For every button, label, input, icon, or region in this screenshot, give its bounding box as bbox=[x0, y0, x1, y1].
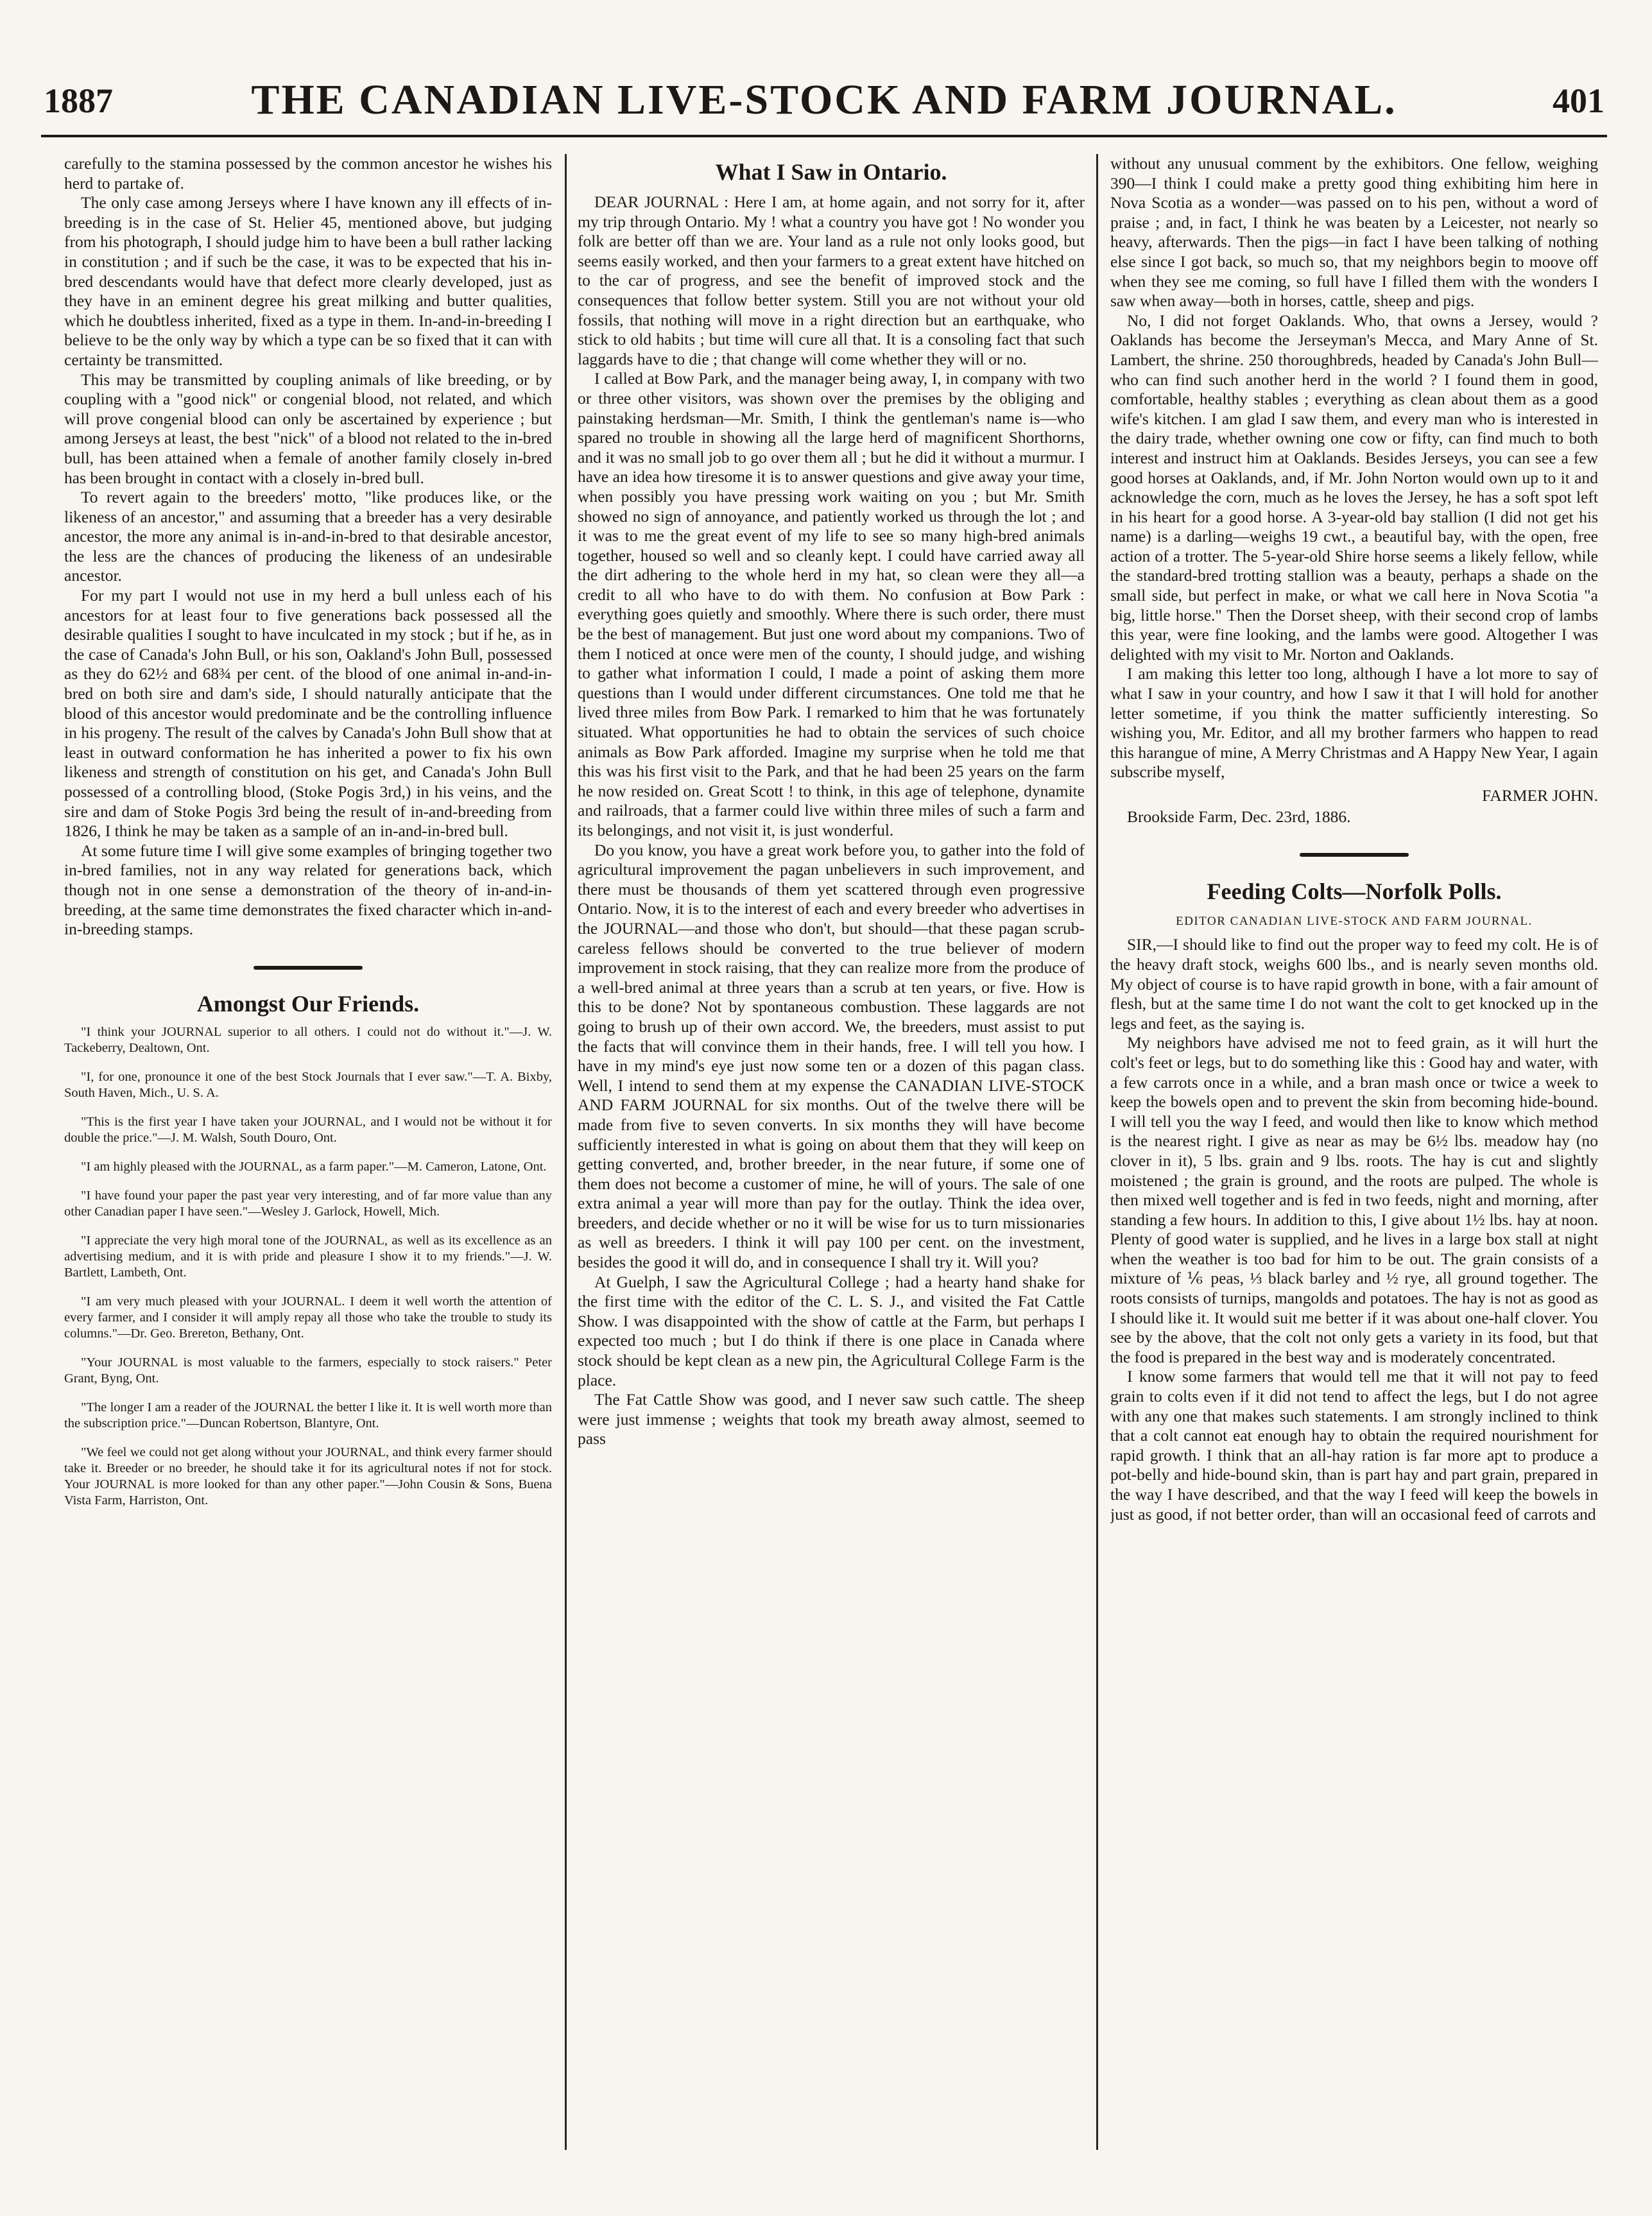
body-paragraph: For my part I would not use in my herd a bull unless each of his ancestors for at least four to five generations back possessed all the desirable qualities I sought to have inculcated in my stock ; but if he, as in the case of Canada's John Bull, or his son, Oakland's John Bull, possessed as they do 62½ and 68¾ per cent. of the blood of one animal in-and-in-bred on both sire and dam's side, I should naturally anticipate that the blood of this ancestor would predominate and be the controlling influence in his progeny. The result of the calves by Canada's John Bull show that at least in outward conformation he has inherited a power to fix his own likeness and strength of constitution on his get, and Canada's John Bull possessed of a controlling blood, (Stoke Pogis 3rd,) in his veins, and the sire and dam of Stoke Pogis 3rd being the result of in-and-breeding from 1826, I think he may be taken as a sample of an in-and-in-bred bull. bbox=[64, 586, 552, 841]
article-heading-ontario: What I Saw in Ontario. bbox=[715, 159, 947, 185]
column-right bbox=[1110, 154, 1598, 2150]
body-paragraph: The Fat Cattle Show was good, and I never saw such cattle. The sheep were just immense ; weights that took my breath away almost, seemed to pass bbox=[578, 1390, 1085, 1448]
page-number: 401 bbox=[1553, 82, 1605, 120]
body-paragraph: Do you know, you have a great work before you, to gather into the fold of agricultural improvement the pagan unbelievers in such improvement, and there must be thousands of them yet scattered through even progressive Ontario. Now, it is to the interest of each and every breeder who advertises in the JOURNAL—and those who don't, but should—that these pagan scrub-careless fellows should be converted to the true believer of modern improvement in stock raising, that they can realize more from the produce of a well-bred animal at three years than a scrub at ten years, or five. How is this to be done? Not by spontaneous combustion. These laggards are not going to brush up of their own accord. We, the breeders, must assist to put the facts that will convince them in their hands, free. I will tell you how. I have in my mind's eye just now some ten or a dozen of this pagan class. Well, I intend to send them at my expense the CANADIAN LIVE-STOCK AND FARM JOURNAL for six months. Out of the twelve there will be made from five to seven converts. In six months they will have become sufficiently interested in what is going on about them that they will keep on getting converted, and, brother breeder, in the near future, if some one of them does not become a customer of mine, he will of yours. The sale of one extra animal a year will more than pay for the outlay. Think the idea over, breeders, and decide whether or no it will be wise for us to turn missionaries as well as breeders. I think it will pay 100 per cent. on the investment, besides the good it will do, and in consequence I shall try it. Will you? bbox=[578, 840, 1085, 1272]
body-paragraph: carefully to the stamina possessed by the common ancestor he wishes his herd to partake of. bbox=[64, 154, 552, 193]
article-heading-feeding-colts: Feeding Colts—Norfolk Polls. bbox=[1207, 878, 1502, 904]
body-paragraph: To revert again to the breeders' motto, "like produces like, or the likeness of an ancestor," and assuming that a breeder has a very desirable ancestor, the more any animal is in-and-in-bred to that desirable ancestor, the less are the chances of producing the likeness of an undesirable ancestor. bbox=[64, 488, 552, 585]
letter-dateline: Brookside Farm, Dec. 23rd, 1886. bbox=[1127, 807, 1351, 826]
page-header bbox=[41, 76, 1607, 137]
friends-heading: Amongst Our Friends. bbox=[196, 991, 420, 1017]
column-middle bbox=[578, 154, 1085, 2150]
column-rule-right bbox=[1096, 154, 1098, 2150]
testimonial: "I have found your paper the past year very interesting, and of far more value than any other Canadian paper I have seen."—Wesley J. Garlock, Howell, Mich. bbox=[64, 1189, 552, 1219]
section-divider bbox=[1110, 842, 1598, 862]
testimonial: "The longer I am a reader of the JOURNAL the better I like it. It is well worth more than the subscription price."—Duncan Robertson, Blantyre, Ont. bbox=[64, 1400, 552, 1431]
body-paragraph: No, I did not forget Oaklands. Who, that owns a Jersey, would ? Oaklands has become the Jerseyman's Mecca, and Mary Anne of St. Lambert, the shrine. 250 thoroughbreds, headed by Canada's John Bull—who can find such another herd in the world ? I found them in good, comfortable, healthy stables ; everything as clean about them as a good wife's kitchen. I am glad I saw them, and every man who is interested in the dairy trade, whether owning one cow or fifty, can find much to both interest and instruct him at Oaklands. Besides Jerseys, you can see a few good horses at Oaklands, and, if Mr. John Norton would own up to it and acknowledge the corn, much as he loves the Jersey, he has a soft spot left in his heart for a good horse. A 3-year-old bay stallion (I did not get his name) is a darling—weighs 19 cwt., a beautiful bay, with the open, free action of a trotter. The 5-year-old Shire horse seems a likely fellow, while the standard-bred trotting stallion was a beauty, perhaps a shade on the small side, but perfect in make, or what we call here in Nova Scotia "a big, little horse." Then the Dorset sheep, with their second crop of lambs this year, were fine looking, and the lambs were good. Altogether I was delighted with my visit to Mr. Norton and Oaklands. bbox=[1110, 311, 1598, 664]
testimonial: "Your JOURNAL is most valuable to the farmers, especially to stock raisers." Peter Grant, Byng, Ont. bbox=[64, 1355, 552, 1386]
body-paragraph: I am making this letter too long, although I have a lot more to say of what I saw in your country, and how I saw it that I will hold for another letter sometime, if you think the matter sufficiently interesting. So wishing you, Mr. Editor, and all my brother farmers who happen to read this harangue of mine, A Merry Christmas and A Happy New Year, I again subscribe myself, bbox=[1110, 664, 1598, 782]
body-paragraph: At Guelph, I saw the Agricultural College ; had a hearty hand shake for the first time with the editor of the C. L. S. J., and visited the Fat Cattle Show. I was disappointed with the show of cattle at the Farm, but perhaps I expected too much ; but I do think if there is one place in Canada where stock should be kept clean as a new pin, the Agricultural College Farm is the place. bbox=[578, 1272, 1085, 1389]
letter-signature: FARMER JOHN. bbox=[1482, 786, 1598, 805]
header-year: 1887 bbox=[44, 82, 113, 120]
testimonial: "I, for one, pronounce it one of the best Stock Journals that I ever saw."—T. A. Bixby, South Haven, Mich., U. S. A. bbox=[64, 1070, 552, 1101]
testimonial: "I think your JOURNAL superior to all others. I could not do without it."—J. W. Tackeberry, Dealtown, Ont. bbox=[64, 1025, 552, 1056]
testimonial: "I appreciate the very high moral tone of the JOURNAL, as well as its excellence as an advertising medium, and it is with pride and pleasure I show it to my friends."—J. W. Bartlett, Lambeth, Ont. bbox=[64, 1233, 552, 1280]
body-paragraph: My neighbors have advised me not to feed grain, as it will hurt the colt's feet or legs, but to do something like this : Good hay and water, with a few carrots once in a while, and a bran mash once or twice a week to keep the bowels open and to prevent the skin from becoming hide-bound. I will tell you the way I feed, and would then like to know which method is the nearest right. I give as near as may be 6½ lbs. meadow hay (no clover in it), 5 lbs. grain and 9 lbs. roots. The hay is cut and slightly moistened ; the grain is ground, and the roots are pulped. The whole is then mixed well together and is fed in two feeds, night and morning, after standing a few hours. In addition to this, I give about 1½ lbs. hay at noon. Plenty of good water is supplied, and he lives in a large box stall at night when the weather is too bad for him to be out. The grain consists of a mixture of ⅙ peas, ⅓ black barley and ½ rye, all ground together. The roots consists of turnips, mangolds and potatoes. The hay is not as good as I should like it. It would suit me better if it was about one-half clover. You see by the above, that the colt not only gets a variety in its food, but that the food is prepared in the best way and is moderately concentrated. bbox=[1110, 1033, 1598, 1366]
body-paragraph: DEAR JOURNAL : Here I am, at home again, and not sorry for it, after my trip through Ontario. My ! what a country you have got ! No wonder you folk are better off than we are. Your land as a rule not only looks good, but seems easily worked, and then your farmers to a great extent have hitched on to the car of progress, and see the benefit of improved stock and the consequences that follow better system. Still you are not without your old fossils, that nothing will move in a right direction but an earthquake, who stick to old habits ; but time will cure all that. It is a consoling fact that such laggards have to die ; that change will come whether they will or no. bbox=[578, 193, 1085, 368]
column-left bbox=[64, 154, 552, 2150]
testimonial: "This is the first year I have taken your JOURNAL, and I would not be without it for double the price."—J. M. Walsh, South Douro, Ont. bbox=[64, 1115, 552, 1146]
testimonial: "We feel we could not get along without your JOURNAL, and think every farmer should take it. Breeder or no breeder, he should take it for its agricultural notes if not for stock. Your JOURNAL is more looked for than any other paper."—John Cousin & Sons, Buena Vista Farm, Harriston, Ont. bbox=[64, 1445, 552, 1508]
body-paragraph: SIR,—I should like to find out the proper way to feed my colt. He is of the heavy draft stock, weighs 600 lbs., and is nearly seven months old. My object of course is to have rapid growth in bone, with a fair amount of flesh, but at the same time I do not want the colt to get knocked up in the legs and feet, as the saying is. bbox=[1110, 935, 1598, 1033]
body-paragraph: I know some farmers that would tell me that it will not pay to feed grain to colts even if it did not tend to affect the legs, but I do not agree with any one that makes such statements. I am strongly inclined to think that a colt cannot eat enough hay to obtain the required nourishment for rapid growth. I think that an all-hay ration is far more apt to produce a pot-belly and hide-bound skin, than is part hay and part grain, prepared in the way I have described, and that the way I feed will keep the bowels in just as good, if not better order, than will an occasional feed of carrots and bbox=[1110, 1367, 1598, 1524]
column-rule-left bbox=[565, 154, 567, 2150]
body-paragraph: This may be transmitted by coupling animals of like breeding, or by coupling with a "good nick" or congenial blood, not related, and which will prove congenial blood can only be ascertained by experience ; but among Jerseys at least, the best "nick" of a blood not related to the in-bred bull, has been attained when a female of another family closely in-bred has been brought in contact with a closely in-bred bull. bbox=[64, 370, 552, 487]
body-paragraph: At some future time I will give some examples of bringing together two in-bred families, not in any way related for generations back, which though not in one sense a demonstration of the theory of in-and-in-breeding, at the same time demonstrates the fixed character which in-and-in-breeding stamps. bbox=[64, 841, 552, 939]
testimonials-list bbox=[64, 1024, 552, 1509]
body-paragraph: without any unusual comment by the exhibitors. One fellow, weighing 390—I think I could make a pretty good thing exhibiting him here in Nova Scotia as a wonder—was passed on to his pen, without a word of praise ; and, in fact, I think he was beaten by a Leicester, not nearly so heavy, afterwards. Then the pigs—in fact I have been talking of nothing else since I got back, so much so, that my neighbors begin to moove off when they see me coming, so full have I filled them with the wonders I saw when away—both in horses, cattle, sheep and pigs. bbox=[1110, 154, 1598, 311]
article-subhead: EDITOR CANADIAN LIVE-STOCK AND FARM JOURNAL. bbox=[1176, 914, 1533, 928]
testimonial: "I am very much pleased with your JOURNAL. I deem it well worth the attention of every farmer, and I consider it will amply repay all those who take the trouble to study its columns."—Dr. Geo. Brereton, Bethany, Ont. bbox=[64, 1294, 552, 1341]
testimonial: "I am highly pleased with the JOURNAL, as a farm paper."—M. Cameron, Latone, Ont. bbox=[81, 1160, 547, 1174]
body-paragraph: I called at Bow Park, and the manager being away, I, in company with two or three other visitors, was shown over the premises by the obliging and painstaking herdsman—Mr. Smith, I think the gentleman's name is—who spared no trouble in showing all the large herd of magnificent Shorthorns, and it was no small job to go over them all ; but he did it without a murmur. I have an idea how tiresome it is to answer questions and give away your time, when possibly you have pressing work waiting on you ; but Mr. Smith showed no sign of annoyance, and patiently worked us through the lot ; and it was to me the great event of my life to see so many high-bred animals together, housed so well and so cleanly kept. I could have carried away all the dirt adhering to the whole herd in my hat, so clean were they all—a credit to all who have to do with them. No confusion at Bow Park : everything goes quietly and smoothly. Where there is such order, there must be the best of management. But just one word about my companions. Two of them I noticed at once were men of the county, I should judge, and wishing to gather what information I could, I made a point of asking them more questions than I would under different circumstances. One told me that he lived three miles from Bow Park. I remarked to him that he was fortunately situated. What opportunities he had to obtain the services of such choice animals as Bow Park afforded. Imagine my surprise when he told me that this was his first visit to the Park, and that he had been 25 years on the farm he now resided on. Great Scott ! to think, in this age of telephone, dynamite and railroads, that a farmer could live within three miles of such a farm and its belongings, and not visit it, is just wonderful. bbox=[578, 369, 1085, 839]
section-divider bbox=[64, 955, 552, 975]
journal-title: THE CANADIAN LIVE-STOCK AND FARM JOURNAL. bbox=[251, 76, 1397, 123]
body-paragraph: The only case among Jerseys where I have known any ill effects of in-breeding is in the case of St. Helier 45, mentioned above, but judging from his photograph, I should judge him to have been a bull rather lacking in constitution ; and if such be the case, it was to be expected that his in-bred descendants would have that defect more clearly developed, just as they have in an eminent degree his great milking and butter qualities, which he doubtless inherited, fixed as a type in them. In-and-in-breeding I believe to be the only way by which a type can be so fixed that it can with certainty be transmitted. bbox=[64, 193, 552, 369]
